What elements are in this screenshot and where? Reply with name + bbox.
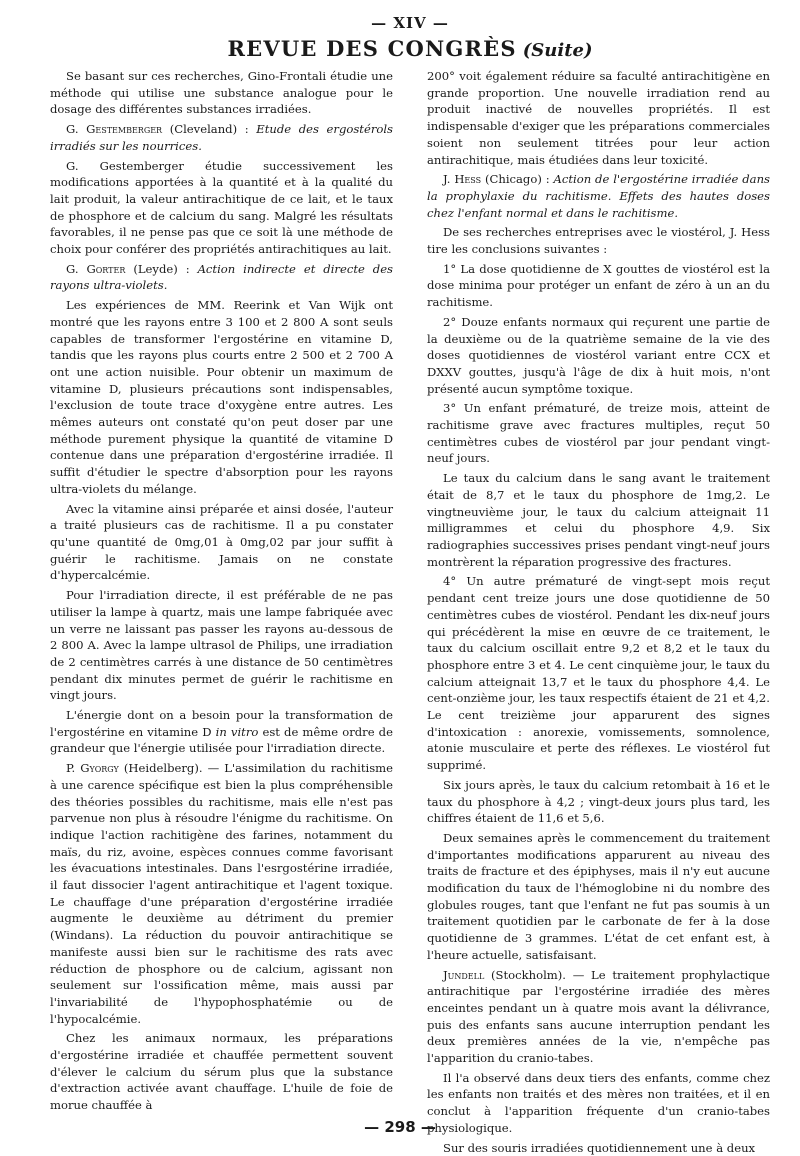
paragraph bbox=[50, 760, 393, 1027]
text-run: 3° Un enfant prématuré, de treize mois, atteint de rachitisme grave avec fractures multiples, reçut 50 centimètres cubes de viostérol par jour pendant vingt-neuf jours. bbox=[427, 401, 770, 466]
paragraph bbox=[427, 261, 770, 311]
text-run: Deux semaines après le commencement du traitement d'importantes modifications apparurent au niveau des traits de fracture et des épiphyses, mais il n'y eut aucune modification du taux de l'hémoglobine ni du nombre des globules rouges, tant que l'enfant ne fut pas soumis à un traitement quotidien par le carbonate de fer à la dose quotidienne de 3 grammes. L'état de cet enfant est, à l'heure actuelle, satisfaisant. bbox=[427, 830, 770, 962]
paragraph bbox=[50, 121, 393, 154]
article-title: in vitro bbox=[215, 724, 259, 739]
paragraph bbox=[50, 297, 393, 497]
running-title bbox=[50, 34, 770, 64]
paragraph bbox=[427, 171, 770, 221]
text-run: (Chicago) : bbox=[481, 172, 554, 187]
author-name: Gyorgy bbox=[80, 761, 119, 776]
text-run: (Leyde) : bbox=[125, 261, 198, 276]
text-run: G. bbox=[66, 122, 87, 137]
paragraph bbox=[427, 830, 770, 964]
paragraph bbox=[50, 158, 393, 258]
page-number: — 298 — bbox=[364, 1118, 436, 1136]
text-run: Se basant sur ces recherches, Gino-Frontali étudie une méthode qui utilise une substance analogue pour le dosage des différentes substances irradiées. bbox=[50, 69, 393, 117]
text-run: 4° Un autre prématuré de vingt-sept mois reçut pendant cent treize jours une dose quotidienne de 50 centimètres cubes de viostérol. Pendant les dix-neuf jours qui précédèrent la mise en œuvre de ce traitement, le taux du calcium oscillait entre 9,2 et 8,2 et le taux du phosphore entre 3 et 4. Le cent cinquième jour, le taux du calcium atteignait 13,7 et le taux du phosphore 4,4. Le cent-onzième jour, les taux respectifs étaient de 21 et 4,2. Le cent treizième jour apparurent des signes d'intoxication : anorexie, vomissements, somnolence, atonie musculaire et perte des réflexes. Le viostérol fut supprimé. bbox=[427, 574, 770, 773]
article-title: Action de l'ergostérine irradiée dans la prophylaxie du rachitisme. Effets des hautes doses chez l'enfant normal et dans le rachitisme. bbox=[427, 172, 770, 220]
text-run: G. Gestemberger étudie successivement les modifications apportées à la quantité et à la qualité du lait produit, la valeur antirachitique de ce lait, et le taux de phosphore et de calcium du sang. Malgré les résultats favorables, il ne pense pas que ce soit là une méthode de choix pour conférer des propriétés antirachitiques au lait. bbox=[50, 158, 393, 257]
paragraph bbox=[427, 573, 770, 773]
paragraph bbox=[427, 967, 770, 1067]
text-run: (Stockholm). — Le traitement prophylactique antirachitique par l'ergostérine irradiée des mères enceintes pendant un à quatre mois avant la délivrance, puis des enfants sans aucune interruption pendant les deux premières années de la vie, n'empêche pas l'apparition du cranio-tabes. bbox=[427, 967, 770, 1066]
text-run: 1° La dose quotidienne de X gouttes de viostérol est la dose minima pour protéger un enfant de zéro à un an du rachitisme. bbox=[427, 261, 770, 310]
text-run: Les expériences de MM. Reerink et Van Wijk ont montré que les rayons entre 3 100 et 2 800 A sont seuls capables de transformer l'ergostérine en vitamine D, tandis que les rayons plus courts entre 2 500 et 2 700 A ont une action nuisible. Pour obtenir un maximum de vitamine D, plusieurs précautions sont indispensables, l'exclusion de toute trace d'oxygène entre autres. Les mêmes auteurs ont constaté qu'on peut doser par une méthode purement physique la quantité de vitamine D contenue dans une préparation d'ergostérine irradiée. Il suffit d'étudier le spectre d'absorption pour les rayons ultra-violets du mélange. bbox=[50, 298, 393, 496]
text-run: De ses recherches entreprises avec le viostérol, J. Hess tire les conclusions suivantes : bbox=[427, 225, 770, 257]
text-run: L'énergie dont on a besoin pour la transformation de l'ergostérine en vitamine D bbox=[50, 708, 393, 739]
text-run: Le taux du calcium dans le sang avant le traitement était de 8,7 et le taux du phosphore de 1mg,2. Le vingtneuvième jour, le taux du calcium atteignait 11 milligrammes et celui du phosphore 4,9. Six radiographies successives prises pendant vingt-neuf jours montrèrent la réparation progressive des fractures. bbox=[427, 471, 770, 569]
text-run: Il l'a observé dans deux tiers des enfants, comme chez les enfants non traités et des mères non traitées, et il en conclut à l'apparition fréquente d'un cranio-tabes physiologique. bbox=[427, 1070, 770, 1135]
text-run: (Heidelberg). — L'assimilation du rachitisme à une carence spécifique est bien la plus compréhensible des théories possibles du rachitisme, mais elle n'est pas parvenue non plus à résoudre l'énigme du rachitisme. On indique l'action rachitigène des farines, notamment du maïs, du riz, avoine, espèces connues comme favorisant les évacuations intestinales. Dans l'esrgostérine irradiée, il faut dissocier l'agent antirachitique et l'agent toxique. Le chauffage d'une préparation d'ergostérine irradiée augmente le deuxième au détriment du premier (Windans). La réduction du pouvoir antirachitique se manifeste aussi bien sur le rachitisme des rats avec réduction de phosphore ou de calcium, agissant non seulement sur l'ossification même, mais aussi par l'invariabilité de l'hypophosphatémie ou de l'hypocalcémie. bbox=[50, 761, 393, 1026]
section-title: REVUE DES CONGRÈS bbox=[227, 36, 517, 61]
right-column bbox=[427, 68, 770, 1155]
text-run: est de même ordre de grandeur que l'énergie utilisée pour l'irradiation directe. bbox=[50, 724, 393, 756]
paragraph bbox=[50, 501, 393, 585]
left-column bbox=[50, 68, 394, 1113]
paragraph bbox=[427, 224, 770, 257]
text-run: P. bbox=[66, 761, 81, 776]
text-run: (Cleveland) : bbox=[162, 122, 257, 137]
paragraph bbox=[50, 261, 393, 294]
section-title-suite: (Suite) bbox=[522, 40, 593, 61]
paragraph bbox=[50, 68, 393, 118]
text-run: 2° Douze enfants normaux qui reçurent une partie de la deuxième ou de la quatrième semaine de la vie des doses quotidiennes de viostérol variant entre CCX et DXXV gouttes, jusqu'à l'âge de dix à huit mois, n'ont présenté aucun symptôme toxique. bbox=[427, 314, 770, 396]
text-run: 200° voit également réduire sa faculté antirachitigène en grande proportion. Une nouvelle irradiation rend au produit inactivé de nouvelles propriétés. Il est indispensable d'exiger que les préparations commerciales soient non seulement titrées pour leur action antirachitique, mais étudiées dans leur toxicité. bbox=[427, 69, 770, 167]
paragraph bbox=[50, 587, 393, 704]
text-run: Avec la vitamine ainsi préparée et ainsi dosée, l'auteur a traité plusieurs cas de rachitisme. Il a pu constater qu'une quantité de 0mg,01 à 0mg,02 par jour suffit à guérir le rachitisme. Jamais on ne constate d'hypercalcémie. bbox=[50, 501, 393, 583]
paragraph bbox=[427, 314, 770, 398]
author-name: Jundell bbox=[443, 967, 485, 982]
author-name: Gorter bbox=[86, 261, 126, 276]
author-name: Hess bbox=[454, 172, 482, 187]
paragraph bbox=[427, 400, 770, 467]
text-run: J. bbox=[443, 172, 455, 187]
paragraph bbox=[427, 68, 770, 168]
text-run: G. bbox=[66, 261, 87, 276]
text-run: Six jours après, le taux du calcium retombait à 16 et le taux du phosphore à 4,2 ; vingt-deux jours plus tard, les chiffres étaient de 11,6 et 5,6. bbox=[427, 777, 770, 826]
article-title: Action indirecte et directe des rayons ultra-violets. bbox=[50, 261, 394, 293]
paragraph bbox=[427, 777, 770, 827]
paragraph bbox=[50, 1030, 393, 1114]
paragraph bbox=[427, 470, 770, 570]
text-run: Pour l'irradiation directe, il est préférable de ne pas utiliser la lampe à quartz, mais une lampe fabriquée avec un verre ne laissant pas passer les rayons au-dessous de 2 800 A. Avec la lampe ultrasol de Philips, une irradiation de 2 centimètres carrés à une distance de 50 centimètres pendant dix minutes permet de guérir le rachitisme en vingt jours. bbox=[50, 588, 393, 703]
paragraph bbox=[427, 1140, 770, 1156]
text-run: Sur des souris irradiées quotidiennement une à deux bbox=[443, 1140, 756, 1155]
page-folio-top: — XIV — bbox=[371, 14, 449, 32]
text-run: Chez les animaux normaux, les préparations d'ergostérine irradiée et chauffée permettent souvent d'élever le calcium du sérum plus que la substance d'extraction activée avant chauffage. L'huile de foie de morue chauffée à bbox=[50, 1031, 393, 1113]
article-title: Etude des ergostérols irradiés sur les nourrices. bbox=[50, 122, 394, 153]
paragraph bbox=[50, 707, 393, 757]
author-name: Gestemberger bbox=[86, 122, 163, 137]
